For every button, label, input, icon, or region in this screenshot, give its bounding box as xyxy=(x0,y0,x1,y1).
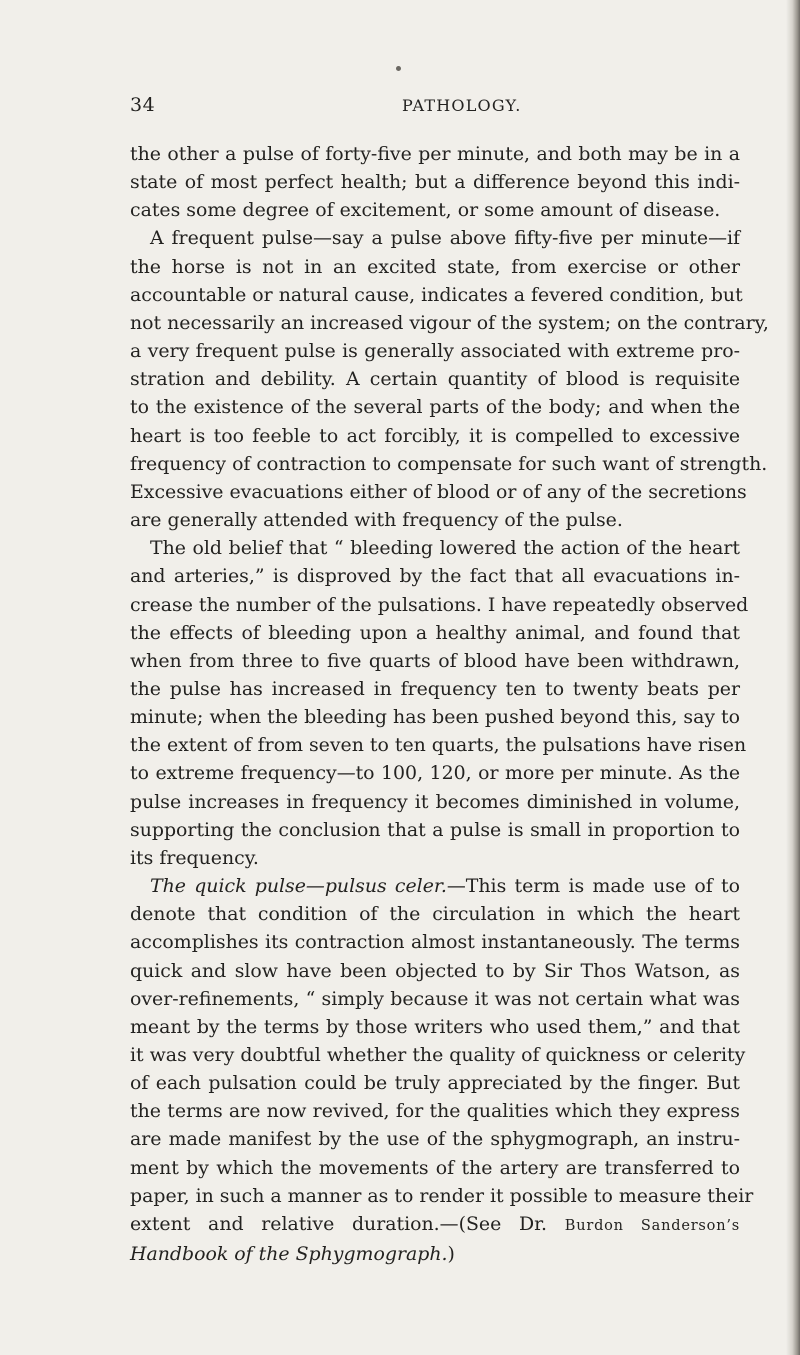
quick-pulse-definition-start: —This term is made use of to xyxy=(446,875,740,898)
text-line: frequency of contraction to compensate for such want of strength. xyxy=(130,452,768,475)
text-line: when from three to five quarts of blood have been withdrawn, xyxy=(130,649,740,672)
text-line: crease the number of the pulsations. I have repeatedly observed xyxy=(130,593,749,616)
text-line: heart is too feeble to act forcibly, it is compelled to excessive xyxy=(130,424,740,447)
text-line: the horse is not in an excited state, from exercise or other xyxy=(130,255,740,278)
text-line: and arteries,” is disproved by the fact that all evacuations in- xyxy=(130,565,740,588)
reference-author: Burdon Sanderson’s xyxy=(564,1217,740,1234)
text-line: are made manifest by the use of the sphygmograph, an instru- xyxy=(130,1128,740,1151)
text-line: The old belief that “ bleeding lowered the action of the heart xyxy=(150,537,740,560)
body-text xyxy=(130,140,769,1268)
text-line: ment by which the movements of the artery are transferred to xyxy=(130,1156,740,1179)
text-line: meant by the terms by those writers who used them,” and that xyxy=(130,1015,740,1038)
text-line: supporting the conclusion that a pulse is small in proportion to xyxy=(130,818,740,841)
text-line: denote that condition of the circulation in which the heart xyxy=(130,903,740,926)
page-edge-shadow xyxy=(786,0,800,1355)
text-line: to extreme frequency—to 100, 120, or more per minute. As the xyxy=(130,762,740,785)
reference-title-line xyxy=(130,1240,740,1268)
text-line: it was very doubtful whether the quality of quickness or celerity xyxy=(130,1044,746,1066)
text-line: to the existence of the several parts of the body; and when the xyxy=(130,396,740,419)
text-line: accomplishes its contraction almost instantaneously. The terms xyxy=(130,931,740,954)
text-line: the pulse has increased in frequency ten to twenty beats per xyxy=(130,677,740,700)
quick-pulse-heading-line xyxy=(130,872,740,900)
text-line: A frequent pulse—say a pulse above fifty-five per minute—if xyxy=(150,227,740,250)
text-line: the extent of from seven to ten quarts, the pulsations have risen xyxy=(130,734,747,757)
text-line: paper, in such a manner as to render it possible to measure their xyxy=(130,1184,754,1207)
text-line: not necessarily an increased vigour of the system; on the contrary, xyxy=(130,311,769,334)
text-line: are generally attended with frequency of the pulse. xyxy=(130,509,623,532)
text-line: its frequency. xyxy=(130,846,259,869)
quick-pulse-term: The quick pulse—pulsus celer. xyxy=(150,875,447,898)
reference-line xyxy=(130,1210,740,1240)
text-line: the effects of bleeding upon a healthy animal, and found that xyxy=(130,621,740,644)
text-line: over-refinements, “ simply because it was not certain what was xyxy=(130,987,740,1010)
text-line: a very frequent pulse is generally associated with extreme pro- xyxy=(130,340,740,363)
text-line: pulse increases in frequency it becomes diminished in volume, xyxy=(130,790,740,813)
text-line: minute; when the bleeding has been pushed beyond this, say to xyxy=(130,706,740,729)
page-title: PATHOLOGY. xyxy=(402,96,522,115)
running-head xyxy=(130,94,705,124)
page-number: 34 xyxy=(130,94,156,116)
text-line: cates some degree of excitement, or some amount of disease. xyxy=(130,199,721,222)
text-line: the terms are now revived, for the qualities which they express xyxy=(130,1100,740,1123)
text-line: the other a pulse of forty-five per minute, and both may be in a xyxy=(130,143,740,165)
reference-intro: extent and relative duration.—(See Dr. xyxy=(130,1212,565,1235)
print-speck xyxy=(396,66,401,71)
text-line: accountable or natural cause, indicates a fevered condition, but xyxy=(130,283,743,306)
text-line: Excessive evacuations either of blood or of any of the secretions xyxy=(130,480,747,503)
text-line: of each pulsation could be truly appreciated by the finger. But xyxy=(130,1072,740,1095)
reference-close: ) xyxy=(447,1243,455,1266)
text-line: stration and debility. A certain quantity of blood is requisite xyxy=(130,368,740,391)
reference-title: Handbook of the Sphygmograph. xyxy=(130,1243,448,1266)
text-line: state of most perfect health; but a difference beyond this indi- xyxy=(130,171,740,194)
text-line: quick and slow have been objected to by Sir Thos Watson, as xyxy=(130,959,740,982)
